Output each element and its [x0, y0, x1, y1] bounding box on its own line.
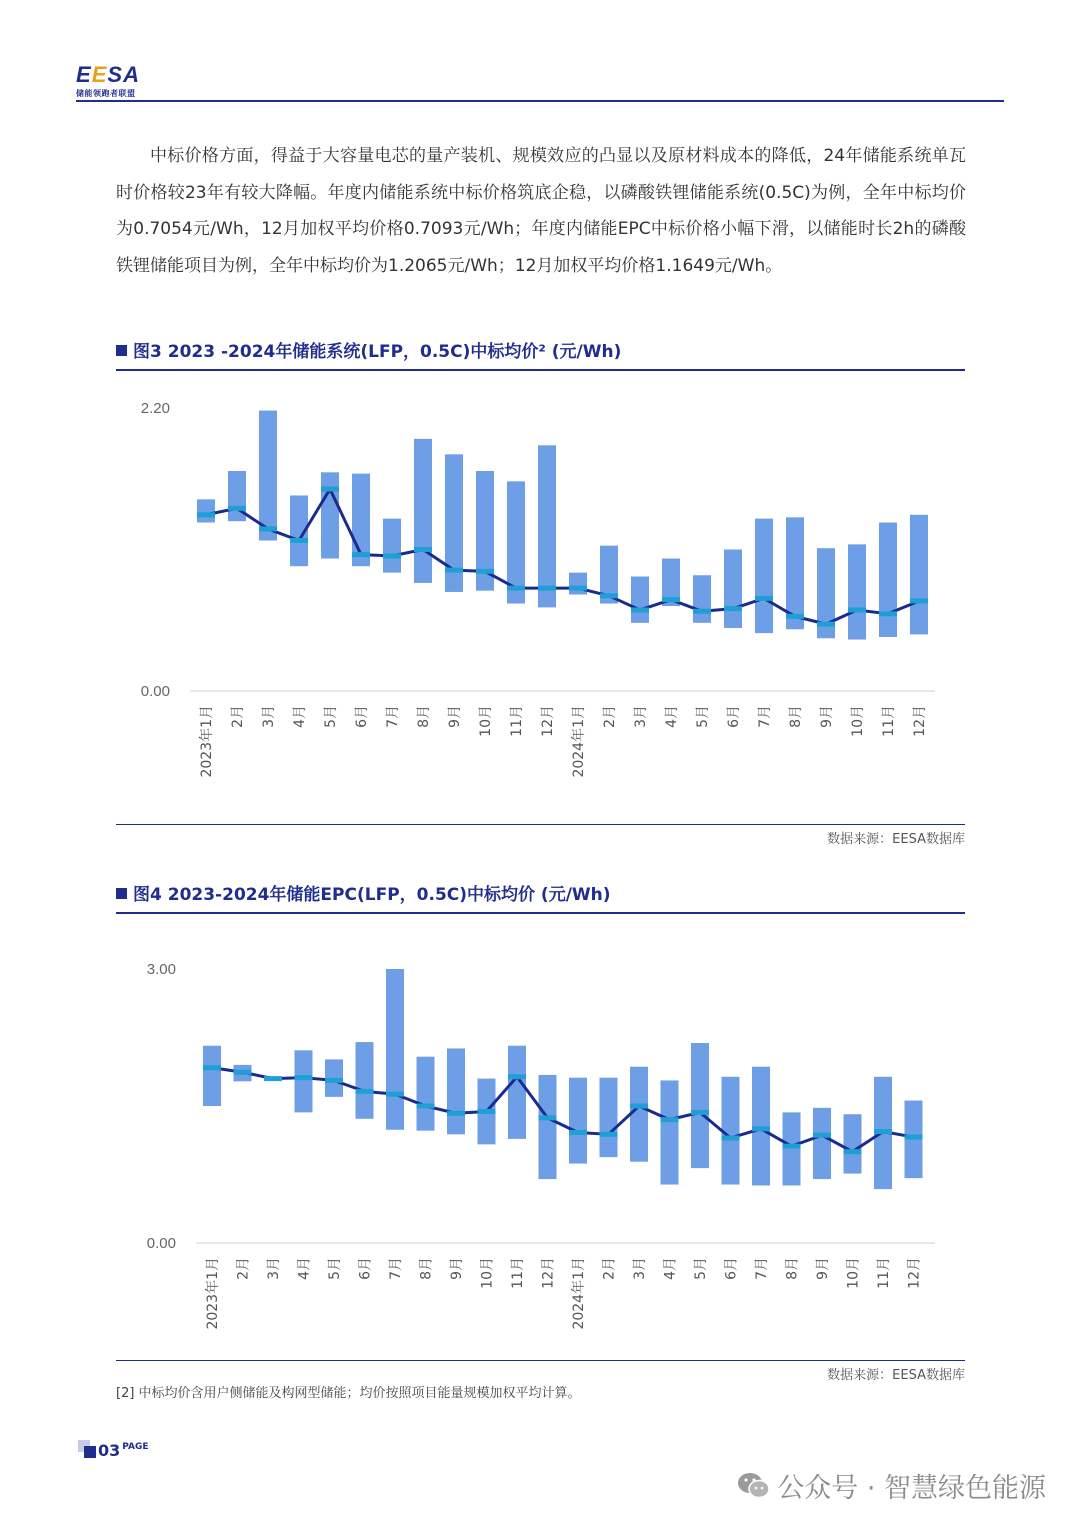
x-tick-label: 7月 [757, 705, 773, 728]
y-tick-label: 3.00 [146, 961, 176, 978]
x-tick-label: 6月 [354, 705, 370, 728]
y-tick-label: 2.20 [140, 400, 170, 417]
y-tick-label: 0.00 [140, 683, 170, 700]
average-marker [325, 1078, 343, 1083]
footnote: [2] 中标均价含用户侧储能及构网型储能；均价按照项目能量规模加权平均计算。 [116, 1386, 581, 1401]
x-tick-label: 4月 [662, 1257, 679, 1280]
x-tick-label: 5月 [695, 705, 711, 728]
x-tick-label: 2024年1月 [571, 1257, 587, 1330]
x-tick-label: 7月 [388, 1257, 404, 1280]
average-marker [661, 1117, 679, 1122]
x-tick-label: 9月 [815, 1257, 831, 1280]
average-marker [203, 1065, 221, 1070]
average-marker [447, 1111, 465, 1116]
x-tick-label: 11月 [876, 1257, 892, 1289]
x-tick-label: 9月 [449, 1257, 465, 1280]
x-tick-label: 9月 [819, 705, 835, 728]
average-marker [539, 1115, 557, 1120]
range-bar [569, 1078, 587, 1164]
x-tick-label: 12月 [912, 705, 928, 737]
range-bar [539, 1075, 557, 1179]
x-tick-label: 4月 [664, 705, 680, 728]
range-bar [447, 1048, 465, 1134]
range-bar [630, 1067, 648, 1162]
figure4-bottom-rule [116, 1360, 965, 1361]
x-tick-label: 2月 [230, 705, 246, 728]
x-tick-label: 12月 [906, 1257, 923, 1289]
x-tick-label: 4月 [296, 1257, 313, 1280]
average-marker [295, 1075, 313, 1080]
x-tick-label: 7月 [754, 1257, 770, 1280]
page-squares-icon [78, 1440, 96, 1458]
x-tick-label: 8月 [784, 1257, 801, 1280]
x-tick-label: 2月 [235, 1257, 252, 1280]
average-marker [722, 1135, 740, 1140]
x-tick-label: 5月 [327, 1257, 343, 1280]
x-tick-label: 12月 [540, 1257, 557, 1289]
average-marker [508, 1074, 526, 1079]
x-tick-label: 7月 [385, 705, 401, 728]
page-label: PAGE [122, 1442, 149, 1452]
x-tick-label: 3月 [633, 705, 649, 728]
page-number [78, 1440, 149, 1460]
figure4-source: 数据来源：EESA数据库 [827, 1368, 965, 1383]
range-bar [508, 1046, 526, 1139]
watermark-text: 公众号 · 智慧绿色能源 [777, 1473, 1046, 1504]
x-tick-label: 9月 [447, 705, 463, 728]
x-tick-label: 2024年1月 [571, 705, 587, 778]
x-tick-label: 8月 [788, 705, 804, 728]
range-bar [844, 1114, 862, 1173]
average-price-line [212, 1068, 914, 1152]
x-tick-label: 2023年1月 [205, 1257, 221, 1330]
x-tick-label: 11月 [881, 705, 897, 737]
x-tick-label: 3月 [261, 705, 277, 728]
figure3-title-text: 图3 2023 -2024年储能系统(LFP，0.5C)中标均价² (元/Wh) [133, 342, 622, 362]
range-bar [417, 1057, 435, 1131]
x-tick-label: 10月 [850, 705, 866, 737]
x-tick-label: 11月 [509, 705, 525, 737]
logo-text: EESA [76, 62, 140, 87]
range-bar [691, 1043, 709, 1168]
x-tick-label: 6月 [357, 1257, 374, 1280]
x-tick-label: 12月 [540, 705, 556, 737]
average-marker [600, 1132, 618, 1137]
x-tick-label: 10月 [479, 1257, 496, 1289]
x-tick-label: 11月 [510, 1257, 526, 1289]
average-marker [874, 1129, 892, 1134]
logo-subtitle: 储能领跑者联盟 [76, 89, 136, 98]
range-bar [295, 1050, 313, 1112]
figure4-title-text: 图4 2023-2024年储能EPC(LFP，0.5C)中标均价 (元/Wh) [133, 885, 611, 905]
range-bar [203, 1046, 221, 1106]
wechat-icon [737, 1472, 771, 1507]
page-number-value: 03 [98, 1441, 121, 1460]
range-bar [386, 969, 404, 1130]
x-tick-label: 10月 [845, 1257, 862, 1289]
x-tick-label: 3月 [266, 1257, 282, 1280]
x-tick-label: 2023年1月 [199, 705, 215, 778]
range-bar [661, 1080, 679, 1184]
average-marker [234, 1070, 252, 1075]
average-marker [905, 1135, 923, 1140]
average-marker [844, 1149, 862, 1154]
average-marker [569, 1130, 587, 1135]
watermark [737, 1466, 1046, 1507]
x-tick-label: 4月 [292, 705, 308, 728]
y-tick-label: 0.00 [146, 1235, 176, 1252]
range-bar [752, 1067, 770, 1186]
figure3-source: 数据来源：EESA数据库 [827, 832, 965, 847]
average-marker [356, 1089, 374, 1094]
body-paragraph: 中标价格方面，得益于大容量电芯的量产装机、规模效应的凸显以及原材料成本的降低，24年储能系统单瓦时价格较23年有较大降幅。年度内储能系统中标价格筑底企稳，以磷酸铁锂储能系统(0.5C)为例，全年中标均价为0.7054元/Wh，12月加权平均价格0.7093元/Wh；年度内储能EPC中标价格小幅下滑，以储能时长2h的磷酸铁锂储能项目为例，全年中标均价为1.2065元/Wh；12月加权平均价格1.1649元/Wh。 [116, 146, 966, 276]
x-tick-label: 2月 [602, 705, 618, 728]
x-tick-label: 2月 [601, 1257, 618, 1280]
average-marker [691, 1110, 709, 1115]
x-tick-label: 6月 [726, 705, 742, 728]
average-marker [264, 1076, 282, 1081]
range-bar [783, 1112, 801, 1185]
x-tick-label: 3月 [632, 1257, 648, 1280]
x-tick-label: 6月 [723, 1257, 740, 1280]
x-tick-label: 10月 [478, 705, 494, 737]
x-tick-label: 8月 [416, 705, 432, 728]
range-bar [813, 1108, 831, 1179]
average-marker [813, 1133, 831, 1138]
x-tick-label: 5月 [693, 1257, 709, 1280]
range-bar [600, 1078, 618, 1157]
average-marker [783, 1144, 801, 1149]
average-marker [630, 1104, 648, 1109]
average-marker [752, 1126, 770, 1131]
average-marker [478, 1109, 496, 1114]
x-tick-label: 8月 [418, 1257, 435, 1280]
average-marker [386, 1092, 404, 1097]
average-marker [417, 1104, 435, 1109]
x-tick-label: 5月 [323, 705, 339, 728]
range-bar [722, 1077, 740, 1185]
range-bar [356, 1042, 374, 1119]
